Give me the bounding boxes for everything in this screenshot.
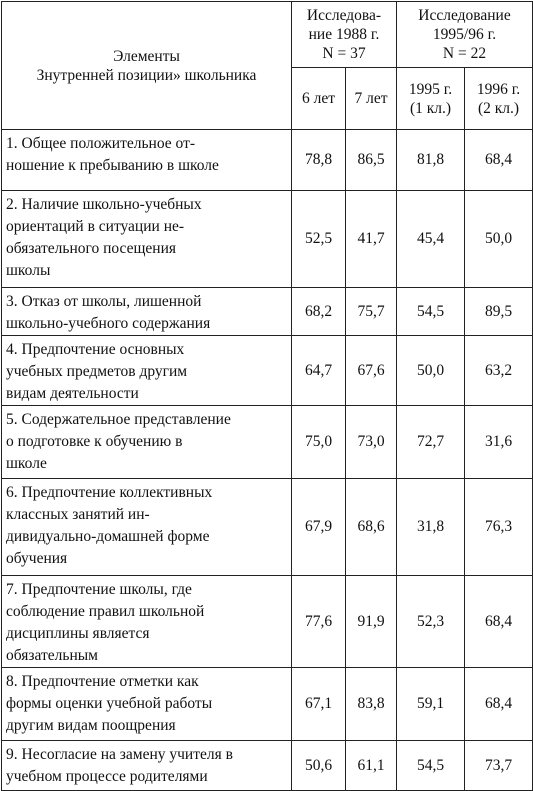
cell-value: 73,7 [465,741,533,791]
row-label: 1. Общее положительное от- ношение к пребыванию в школе [2,130,292,191]
table-row [2,336,533,406]
cell-value: 91,9 [346,576,397,668]
cell-value: 67,9 [292,479,346,576]
cell-value: 75,0 [292,406,346,479]
table-row [2,288,533,336]
cell-value: 64,7 [292,336,346,406]
header-elements: Элементы Знутренней позиции» школьника [2,2,292,130]
cell-value: 45,4 [397,191,465,288]
cell-value: 83,8 [346,668,397,741]
cell-value: 73,0 [346,406,397,479]
cell-value: 67,6 [346,336,397,406]
cell-value: 68,4 [465,576,533,668]
table-row [2,576,533,668]
subheader-1995: 1995 г. (1 кл.) [397,68,465,130]
cell-value: 76,3 [465,479,533,576]
cell-value: 61,1 [346,741,397,791]
cell-value: 59,1 [397,668,465,741]
cell-value: 89,5 [465,288,533,336]
subheader-7-years: 7 лет [346,68,397,130]
row-label: 7. Предпочтение школы, где соблюдение правил школьной дисциплины является обязательным [2,576,292,668]
cell-value: 68,4 [465,668,533,741]
cell-value: 52,3 [397,576,465,668]
row-label: 9. Несогласие на замену учителя в учебном процессе родителями [2,741,292,791]
cell-value: 75,7 [346,288,397,336]
row-label: 8. Предпочтение отметки как формы оценки учебной работы другим видам поощрения [2,668,292,741]
cell-value: 54,5 [397,741,465,791]
table-row [2,406,533,479]
cell-value: 31,8 [397,479,465,576]
header-study-1995: Исследование 1995/96 г. N = 22 [397,2,533,68]
cell-value: 72,7 [397,406,465,479]
row-label: 4. Предпочтение основных учебных предметов другим видам деятельности [2,336,292,406]
header-study-1988: Исследова- ние 1988 г. N = 37 [292,2,397,68]
table-row [2,191,533,288]
cell-value: 31,6 [465,406,533,479]
cell-value: 77,6 [292,576,346,668]
cell-value: 86,5 [346,130,397,191]
table-row [2,741,533,791]
row-label: 2. Наличие школьно-учебных ориентаций в ситуации не- обязательного посещения школы [2,191,292,288]
row-label: 5. Содержательное представление о подготовке к обучению в школе [2,406,292,479]
cell-value: 54,5 [397,288,465,336]
cell-value: 68,4 [465,130,533,191]
subheader-1996: 1996 г. (2 кл.) [465,68,533,130]
cell-value: 50,0 [465,191,533,288]
cell-value: 81,8 [397,130,465,191]
subheader-6-years: 6 лет [292,68,346,130]
table-row [2,668,533,741]
cell-value: 78,8 [292,130,346,191]
cell-value: 67,1 [292,668,346,741]
cell-value: 68,6 [346,479,397,576]
cell-value: 52,5 [292,191,346,288]
table-row [2,479,533,576]
row-label: 3. Отказ от школы, лишенной школьно-учебного содержания [2,288,292,336]
cell-value: 50,6 [292,741,346,791]
cell-value: 41,7 [346,191,397,288]
results-table [1,1,533,791]
cell-value: 63,2 [465,336,533,406]
cell-value: 50,0 [397,336,465,406]
table-row [2,130,533,191]
cell-value: 68,2 [292,288,346,336]
row-label: 6. Предпочтение коллективных классных занятий ин- дивидуально-домашней форме обучения [2,479,292,576]
